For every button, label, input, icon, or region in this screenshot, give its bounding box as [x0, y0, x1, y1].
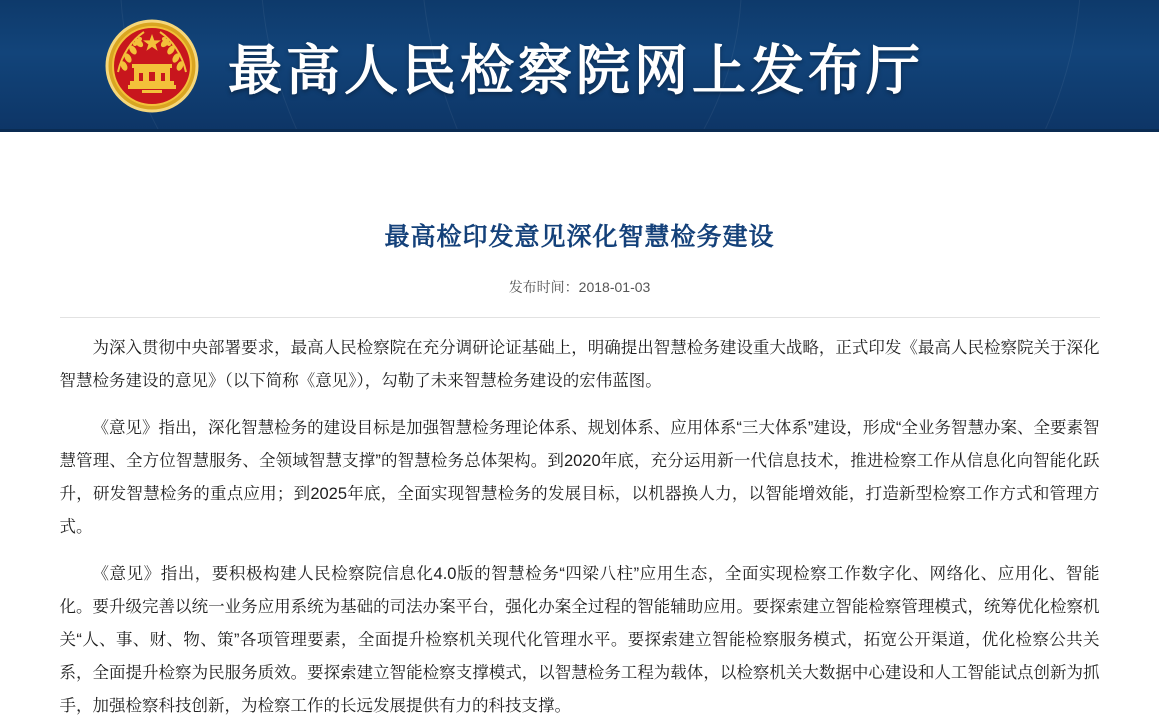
site-title: 最高人民检察院网上发布厅	[228, 37, 924, 102]
publish-time: 发布时间：2018-01-03	[508, 278, 651, 295]
article-body	[60, 318, 1100, 723]
site-header	[0, 0, 1159, 132]
article-paragraph: 《意见》指出，深化智慧检务的建设目标是加强智慧检务理论体系、规划体系、应用体系“三大体系”建设，形成“全业务智慧办案、全要素智慧管理、全方位智慧服务、全领域智慧支撑”的智慧检务总体架构。到2020年底，充分运用新一代信息技术，推进检察工作从信息化向智能化跃升，研发智慧检务的重点应用；到2025年底，全面实现智慧检务的发展目标，以机器换人力，以智能增效能，打造新型检察工作方式和管理方式。	[59, 418, 1100, 536]
national-emblem-icon	[104, 18, 200, 114]
page-content	[0, 132, 1159, 723]
page-title: 最高检印发意见深化智慧检务建设	[384, 222, 775, 251]
article	[60, 132, 1100, 723]
article-paragraph: 为深入贯彻中央部署要求，最高人民检察院在充分调研论证基础上，明确提出智慧检务建设重大战略，正式印发《最高人民检察院关于深化智慧检务建设的意见》（以下简称《意见》），勾勒了未来智慧检务建设的宏伟蓝图。	[59, 338, 1100, 390]
article-paragraph: 《意见》指出，要积极构建人民检察院信息化4.0版的智慧检务“四梁八柱”应用生态，全面实现检察工作数字化、网络化、应用化、智能化。要升级完善以统一业务应用系统为基础的司法办案平台，强化办案全过程的智能辅助应用。要探索建立智能检察管理模式，统筹优化检察机关“人、事、财、物、策”各项管理要素，全面提升检察机关现代化管理水平。要探索建立智能检察服务模式，拓宽公开渠道，优化检察公共关系，全面提升检察为民服务质效。要探索建立智能检察支撑模式，以智慧检务工程为载体，以检察机关大数据中心建设和人工智能试点创新为抓手，加强检察科技创新，为检察工作的长远发展提供有力的科技支撑。	[59, 564, 1100, 715]
